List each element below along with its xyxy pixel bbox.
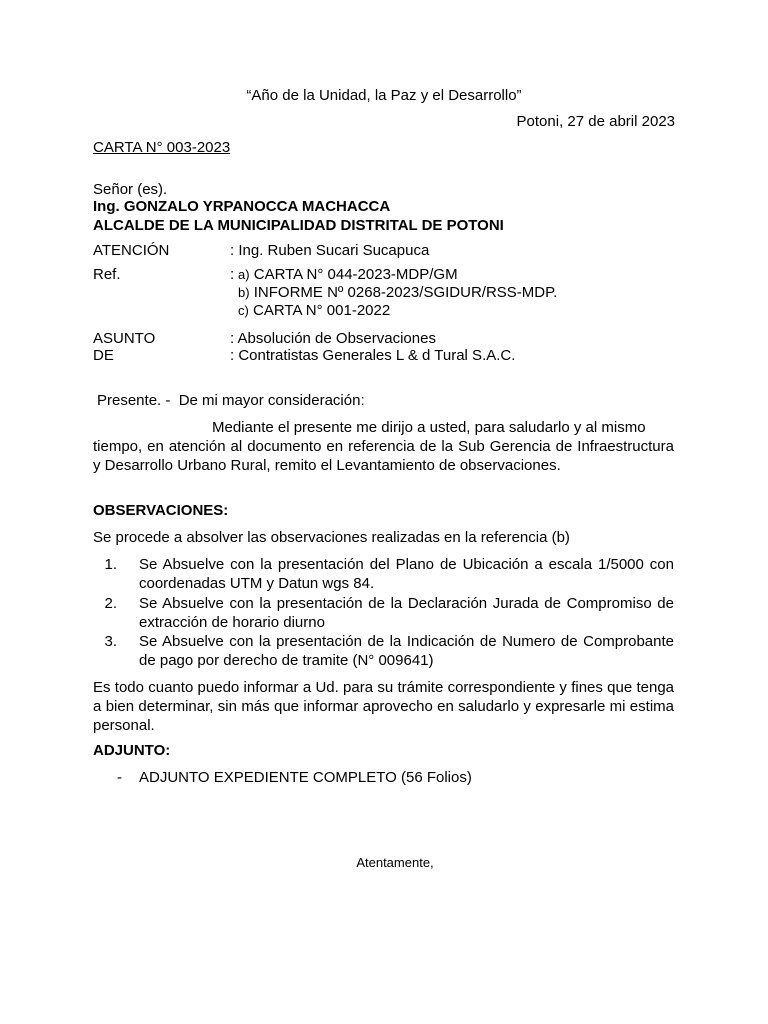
observations-heading: OBSERVACIONES:: [93, 502, 229, 519]
observation-text: Se Absuelve con la presentación de la Indicación de Numero de Comprobante de pago por derecho de tramite (N° 009641): [139, 633, 674, 669]
ref-letter: b): [238, 285, 250, 300]
list-number: 1.: [104, 556, 117, 573]
ref-letter: c): [238, 303, 249, 318]
asunto-label: ASUNTO: [93, 330, 156, 347]
de-value: : Contratistas Generales L & d Tural S.A.C.: [230, 347, 516, 364]
list-number: 3.: [104, 633, 117, 650]
observations-intro: Se procede a absolver las observaciones realizadas en la referencia (b): [93, 529, 570, 546]
salutation: Señor (es).: [93, 181, 168, 198]
ref-text: CARTA N° 001-2022: [253, 302, 391, 319]
ref-label: Ref.: [93, 266, 121, 283]
atencion-value: : Ing. Ruben Sucari Sucapuca: [230, 242, 430, 259]
asunto-value: : Absolución de Observaciones: [230, 330, 436, 347]
observation-text: Se Absuelve con la presentación del Plano de Ubicación a escala 1/5000 con coordenadas UTM y Datun wgs 84.: [139, 556, 674, 592]
intro-first-line: Mediante el presente me dirijo a usted, para saludarlo y al mismo: [212, 419, 646, 436]
attachment-heading: ADJUNTO:: [93, 742, 171, 759]
year-motto: “Año de la Unidad, la Paz y el Desarrollo”: [246, 87, 522, 104]
ref-item-c: [238, 301, 390, 320]
letter-number: CARTA N° 003-2023: [93, 139, 231, 156]
atencion-label: ATENCIÓN: [93, 242, 170, 259]
ref-item-a: [238, 265, 458, 284]
ref-colon: :: [230, 266, 235, 283]
signoff: Atentamente,: [356, 855, 434, 870]
ref-letter: a): [238, 267, 250, 282]
ref-item-b: [238, 283, 557, 302]
attachment-bullet: -: [117, 769, 122, 786]
intro-paragraph: tiempo, en atención al documento en referencia de la Sub Gerencia de Infraestructura y Desarrollo Urbano Rural, remito el Levantamiento de observaciones.: [93, 438, 674, 474]
ref-text: INFORME Nº 0268-2023/SGIDUR/RSS-MDP.: [253, 284, 558, 301]
observation-text: Se Absuelve con la presentación de la Declaración Jurada de Compromiso de extracción de horario diurno: [139, 595, 674, 631]
recipient-position: ALCALDE DE LA MUNICIPALIDAD DISTRITAL DE POTONI: [93, 217, 504, 234]
place-date: Potoni, 27 de abril 2023: [516, 113, 675, 130]
greeting: Presente. - De mi mayor consideración:: [97, 392, 365, 409]
de-label: DE: [93, 347, 114, 364]
ref-text: CARTA N° 044-2023-MDP/GM: [253, 266, 458, 283]
attachment-item: ADJUNTO EXPEDIENTE COMPLETO (56 Folios): [139, 769, 472, 786]
list-number: 2.: [104, 595, 117, 612]
recipient-name: Ing. GONZALO YRPANOCCA MACHACCA: [93, 198, 391, 215]
closing-paragraph: Es todo cuanto puedo informar a Ud. para su trámite correspondiente y fines que tenga a bien determinar, sin más que informar aprovecho en saludarlo y expresarle mi estima personal.: [93, 679, 674, 734]
